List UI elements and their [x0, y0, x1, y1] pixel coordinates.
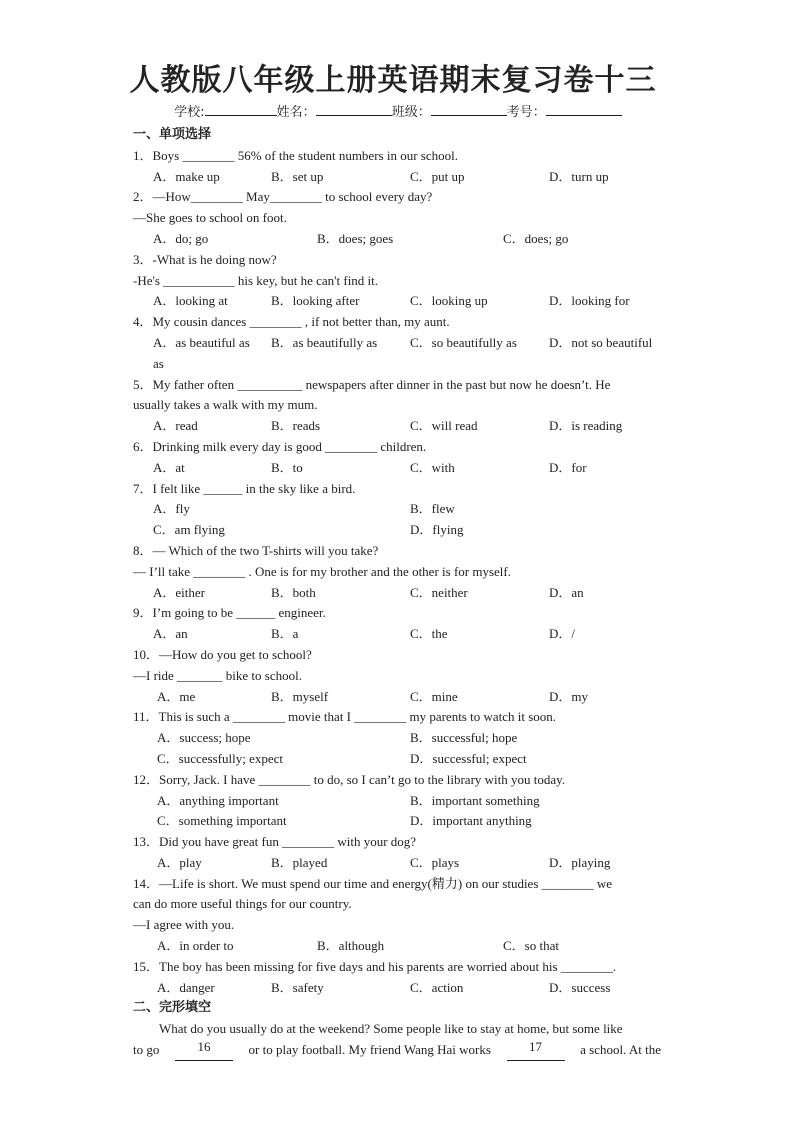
option-c[interactable]: C．will read [410, 418, 478, 434]
question-options [133, 853, 663, 874]
question-stem: 6．Drinking milk every day is good ________ children. [133, 438, 427, 454]
option-a[interactable]: A．read [153, 418, 198, 434]
question-options [133, 167, 663, 188]
option-b[interactable]: B．successful; hope [410, 730, 518, 746]
option-b[interactable]: B．looking after [271, 293, 360, 309]
question-options [133, 749, 663, 770]
question-options [133, 687, 663, 708]
question-stem: 11．This is such a ________ movie that I ________ my parents to watch it soon. [133, 709, 557, 725]
option-a[interactable]: A．at [153, 459, 185, 475]
option-a[interactable]: A．as beautiful as [153, 334, 250, 350]
option-c[interactable]: C．plays [410, 854, 460, 870]
option-b[interactable]: B．although [317, 938, 385, 954]
option-d[interactable]: D．my [549, 688, 589, 704]
cloze-passage-line [133, 1040, 661, 1061]
option-d[interactable]: D．/ [549, 626, 576, 642]
option-c[interactable]: C．looking up [410, 293, 488, 309]
cloze-passage-line: What do you usually do at the weekend? Some people like to stay at home, but some like [159, 1021, 623, 1037]
question-stem: 9．I’m going to be ______ engineer. [133, 605, 326, 621]
option-c[interactable]: C．action [410, 979, 464, 995]
option-c[interactable]: C．something important [157, 813, 287, 829]
option-d[interactable]: D．for [549, 459, 587, 475]
option-a[interactable]: A．make up [153, 168, 220, 184]
option-c[interactable]: C．does; go [503, 230, 569, 246]
option-c[interactable]: C．mine [410, 688, 458, 704]
question-stem: 7．I felt like ______ in the sky like a bird. [133, 480, 356, 496]
option-a[interactable]: A．success; hope [157, 730, 251, 746]
question-stem: 8．— Which of the two T-shirts will you take? [133, 542, 379, 558]
class-blank[interactable] [431, 102, 507, 116]
question-stem: 1．Boys ________ 56% of the student numbers in our school. [133, 147, 458, 163]
question-options [133, 624, 663, 645]
question-options [133, 583, 663, 604]
option-b[interactable]: B．myself [271, 688, 329, 704]
option-a[interactable]: A．play [157, 854, 202, 870]
question-stem: 10．—How do you get to school? [133, 646, 312, 662]
number-blank[interactable] [546, 102, 622, 116]
option-c[interactable]: C．am flying [153, 522, 225, 538]
option-c[interactable]: C．so that [503, 938, 559, 954]
option-a[interactable]: A．danger [157, 979, 215, 995]
option-a[interactable]: A．an [153, 626, 188, 642]
question-stem: 12．Sorry, Jack. I have ________ to do, so I can’t go to the library with you today. [133, 771, 566, 787]
option-d[interactable]: D．looking for [549, 293, 630, 309]
question-stem: 5．My father often __________ newspapers after dinner in the past but now he doesn’t. He [133, 376, 611, 392]
question-options [133, 791, 663, 812]
option-d[interactable]: D．flying [410, 522, 464, 538]
question-stem: 15．The boy has been missing for five days and his parents are worried about his ________. [133, 958, 617, 974]
option-b[interactable]: B．a [271, 626, 299, 642]
question-options [133, 229, 663, 250]
student-info-line [133, 102, 663, 123]
question-stem: 4．My cousin dances ________ , if not better than, my aunt. [133, 314, 450, 330]
option-a[interactable]: A．anything important [157, 792, 279, 808]
class-label: 班级： [391, 105, 431, 120]
option-a[interactable]: A．do; go [153, 230, 209, 246]
option-b[interactable]: B．important something [410, 792, 540, 808]
question-options [133, 936, 663, 957]
question-options [133, 728, 663, 749]
number-label: 考号： [506, 105, 546, 120]
question-options [133, 416, 663, 437]
question-stem-line: —I agree with you. [133, 917, 235, 933]
exam-page [129, 60, 663, 1061]
option-d[interactable]: D．important anything [410, 813, 532, 829]
option-d[interactable]: D．success [549, 979, 611, 995]
question-options [133, 811, 663, 832]
school-label: 学校: [174, 105, 205, 120]
option-a-continued: as [153, 355, 164, 371]
option-d[interactable]: D．is reading [549, 418, 623, 434]
question-options [133, 499, 663, 520]
option-b[interactable]: B．reads [271, 418, 321, 434]
option-c[interactable]: C．successfully; expect [157, 750, 283, 766]
section-cloze: 二、完形填空 [133, 1000, 212, 1016]
option-a[interactable]: A．fly [153, 501, 190, 517]
option-b[interactable]: B．set up [271, 168, 324, 184]
option-a[interactable]: A．in order to [157, 938, 234, 954]
question-stem-line: usually takes a walk with my mum. [133, 397, 318, 413]
question-stem: 13．Did you have great fun ________ with your dog? [133, 834, 417, 850]
passage-text: or to play football. My friend Wang Hai works [248, 1042, 491, 1058]
question-stem-line: —She goes to school on foot. [133, 210, 287, 226]
name-blank[interactable] [316, 102, 392, 116]
cloze-blank-16[interactable]: 16 [175, 1040, 233, 1061]
question-options [133, 978, 663, 999]
option-a[interactable]: A．either [153, 584, 205, 600]
option-a[interactable]: A．looking at [153, 293, 228, 309]
question-stem-line: can do more useful things for our country. [133, 896, 352, 912]
option-c[interactable]: C．with [410, 459, 455, 475]
school-blank[interactable] [205, 102, 277, 116]
question-stem-line: — I’ll take ________ . One is for my brother and the other is for myself. [133, 563, 511, 579]
cloze-blank-17[interactable]: 17 [507, 1040, 565, 1061]
question-stem: 2．—How________ May________ to school every day? [133, 189, 433, 205]
question-options [133, 291, 663, 312]
name-label: 姓名： [276, 105, 316, 120]
question-options [133, 458, 663, 479]
option-d[interactable]: D．not so beautiful [549, 334, 653, 350]
option-c[interactable]: C．so beautifully as [410, 334, 517, 350]
passage-text: to go [133, 1042, 160, 1058]
option-a[interactable]: A．me [157, 688, 196, 704]
option-c[interactable]: C．put up [410, 168, 465, 184]
option-b[interactable]: B．flew [410, 501, 455, 517]
option-c[interactable]: C．neither [410, 584, 468, 600]
question-options [133, 520, 663, 541]
option-c[interactable]: C．the [410, 626, 448, 642]
option-b[interactable]: B．played [271, 854, 328, 870]
option-b[interactable]: B．both [271, 584, 316, 600]
option-b[interactable]: B．to [271, 459, 303, 475]
question-stem-line: -He's ___________ his key, but he can't find it. [133, 272, 379, 288]
option-b[interactable]: B．does; goes [317, 230, 394, 246]
option-d[interactable]: D．successful; expect [410, 750, 527, 766]
option-b[interactable]: B．as beautifully as [271, 334, 378, 350]
question-options [133, 333, 663, 354]
option-d[interactable]: D．playing [549, 854, 611, 870]
option-b[interactable]: B．safety [271, 979, 324, 995]
option-d[interactable]: D．turn up [549, 168, 609, 184]
section-single-choice: 一、单项选择 [133, 127, 212, 142]
question-stem-line: —I ride _______ bike to school. [133, 667, 302, 683]
exam-title: 人教版八年级上册英语期末复习卷十三 [129, 63, 657, 98]
passage-text: a school. At the [580, 1042, 661, 1058]
question-stem: 3．-What is he doing now? [133, 251, 277, 267]
question-stem: 14．—Life is short. We must spend our time and energy(精力) on our studies ________ we [133, 875, 613, 891]
option-d[interactable]: D．an [549, 584, 584, 600]
